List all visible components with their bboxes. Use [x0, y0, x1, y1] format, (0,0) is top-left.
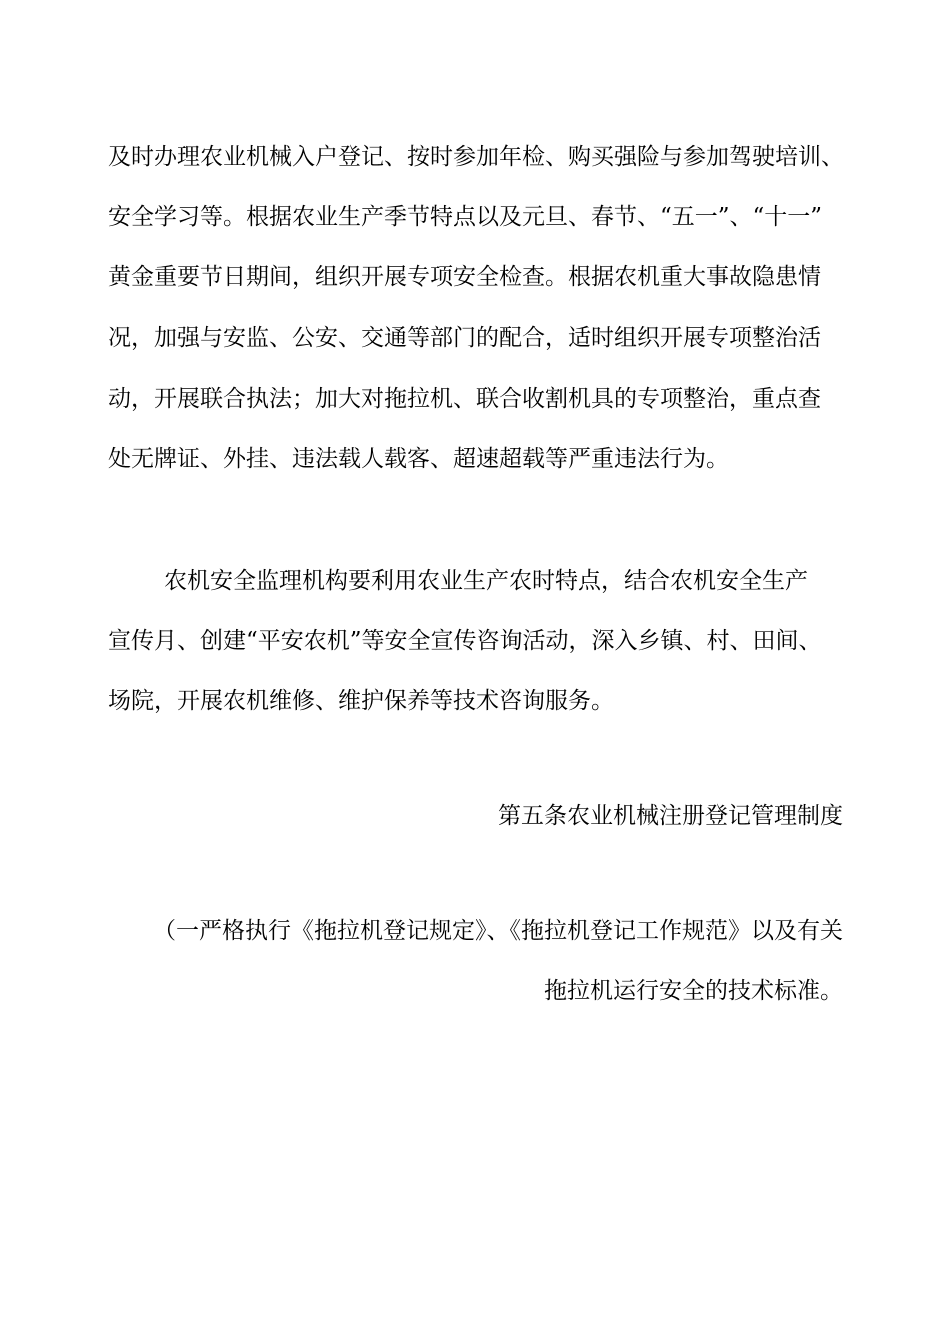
paragraph-2-line-1: 农机安全监理机构要利用农业生产农时特点，结合农机安全生产 [164, 568, 808, 594]
paragraph-2-line-2: 宣传月、创建“平安农机”等安全宣传咨询活动，深入乡镇、村、田间、 [108, 628, 822, 654]
paragraph-3-line-2: 拖拉机运行安全的技术标准。 [544, 978, 843, 1004]
paragraph-1-line-3: 黄金重要节日期间，组织开展专项安全检查。根据农机重大事故隐患情 [108, 264, 821, 290]
paragraph-1-line-6: 处无牌证、外挂、违法载人载客、超速超载等严重违法行为。 [108, 446, 729, 472]
section-heading: 第五条农业机械注册登记管理制度 [498, 803, 843, 829]
paragraph-1-line-1: 及时办理农业机械入户登记、按时参加年检、购买强险与参加驾驶培训、 [108, 144, 844, 170]
paragraph-3-line-1: （一严格执行《拖拉机登记规定》、《拖拉机登记工作规范》以及有关 [153, 918, 843, 944]
paragraph-1-line-4: 况，加强与安监、公安、交通等部门的配合，适时组织开展专项整治活 [108, 325, 821, 351]
paragraph-2-line-3: 场院，开展农机维修、维护保养等技术咨询服务。 [108, 688, 614, 714]
paragraph-1-line-2: 安全学习等。根据农业生产季节特点以及元旦、春节、“五一”、“十一” [108, 204, 823, 230]
paragraph-1-line-5: 动，开展联合执法；加大对拖拉机、联合收割机具的专项整治，重点查 [108, 386, 821, 412]
